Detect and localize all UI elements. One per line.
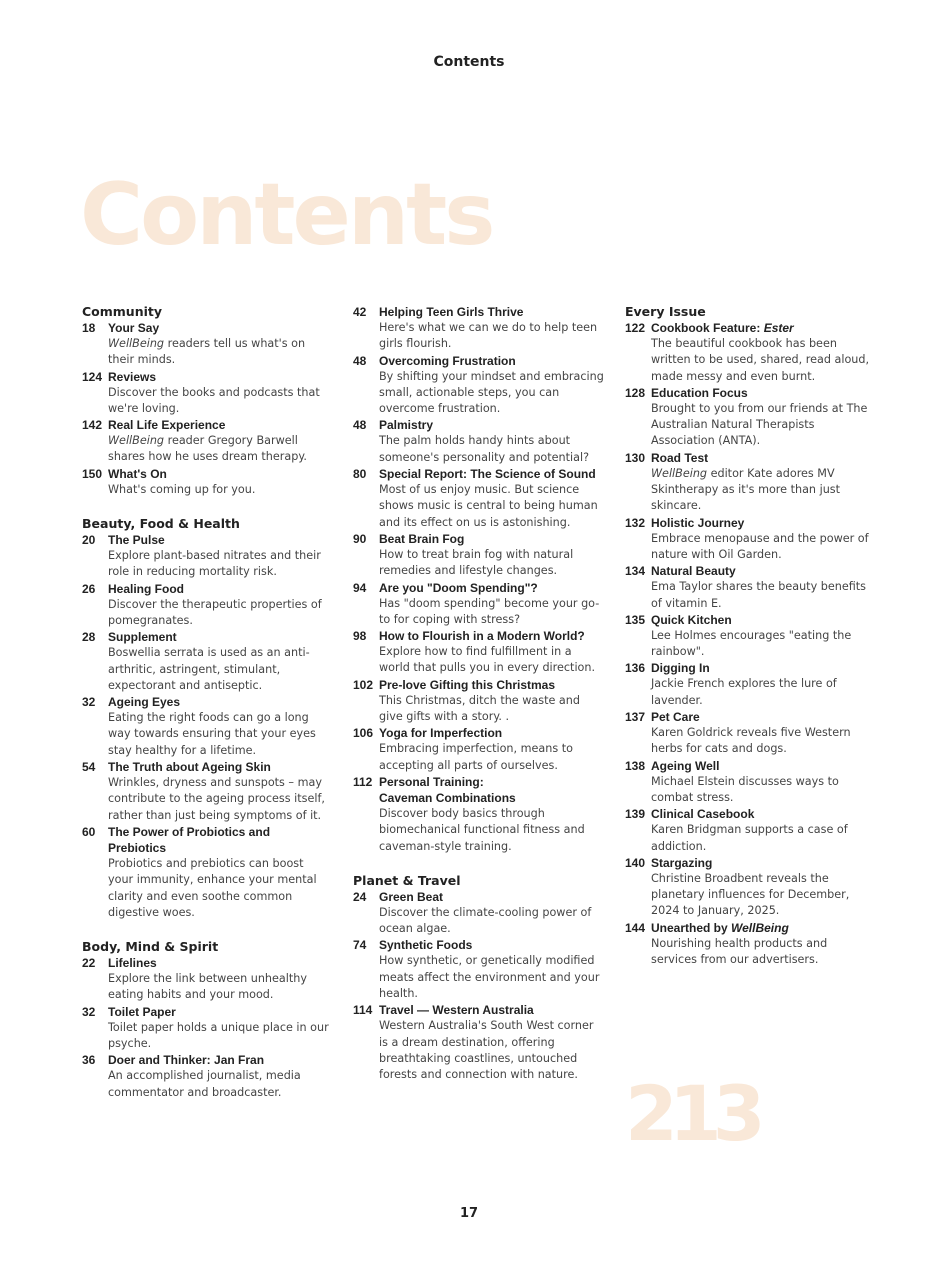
entry-title [108, 1052, 332, 1068]
entry-description [108, 482, 332, 498]
entry-title [379, 417, 605, 433]
entry-title [651, 855, 875, 871]
entry-title-text: Education Focus [651, 385, 748, 400]
entry-title-text: Unearthed by [651, 920, 732, 935]
entry-title-italic: Ester [763, 321, 794, 335]
contents-entry[interactable] [353, 417, 605, 466]
contents-entry[interactable] [625, 612, 875, 661]
entry-description-italic: WellBeing [108, 337, 165, 350]
entry-description-text: editor Kate adores MV Skintherapy as it's more than just skincare. [651, 466, 840, 513]
entry-description [108, 433, 332, 466]
contents-entry[interactable] [625, 709, 875, 758]
entry-description [379, 644, 605, 677]
entry-title-text: Your Say [108, 321, 160, 335]
entry-page-number: 135 [625, 612, 646, 627]
entry-description [108, 597, 332, 630]
entry-title [651, 385, 875, 401]
entry-description [651, 336, 875, 385]
contents-entry[interactable] [625, 320, 875, 385]
entry-description [651, 936, 875, 969]
entry-title-text: Stargazing [651, 855, 713, 870]
entry-body [108, 417, 332, 466]
entry-title-text: Healing Food [108, 581, 184, 596]
entry-description [651, 676, 875, 709]
entry-description-text: Embracing imperfection, means to accepting all parts of ourselves. [379, 742, 573, 772]
entry-title [651, 806, 875, 822]
contents-entry[interactable] [82, 955, 332, 1004]
entry-title [379, 628, 605, 644]
entry-title [108, 1004, 332, 1020]
entry-description-text: Toilet paper holds a unique place in our psyche. [108, 1020, 329, 1051]
contents-entry[interactable] [82, 466, 332, 498]
entry-description-text: How to treat brain fog with natural remedies and lifestyle changes. [379, 547, 574, 578]
entry-description-text: Michael Elstein discusses ways to combat stress. [651, 774, 839, 804]
entry-body [651, 563, 875, 612]
entry-page-number: 28 [82, 630, 96, 645]
entry-title-text: Reviews [108, 369, 157, 384]
entry-title [379, 353, 605, 369]
entry-page-number: 130 [625, 450, 646, 465]
entry-title [108, 369, 332, 385]
entry-page-number: 140 [625, 855, 646, 870]
entry-page-number: 48 [353, 418, 367, 433]
entry-description [379, 905, 605, 938]
entry-description-text: Eating the right foods can go a long way towards ensuring that your eyes stay healthy for a lifetime. [108, 711, 316, 757]
entry-title [379, 725, 605, 741]
entry-body [379, 417, 605, 466]
entry-body [651, 806, 875, 855]
contents-column-3 [625, 304, 875, 986]
entry-description [108, 856, 332, 921]
entry-body [108, 1052, 332, 1101]
entry-description-text: Karen Bridgman supports a case of addiction. [651, 823, 848, 853]
entry-body [379, 580, 605, 629]
entry-title-text: Cookbook Feature: [651, 321, 764, 335]
entry-title-text: Supplement [108, 630, 177, 645]
entry-page-number: 22 [82, 956, 96, 971]
entry-description [108, 1068, 332, 1101]
entry-body [379, 353, 605, 418]
entry-page-number: 138 [625, 758, 646, 773]
contents-entry[interactable] [82, 629, 332, 694]
entry-title [108, 581, 332, 597]
entry-title [651, 320, 875, 336]
entry-description-text: Explore the link between unhealthy eating habits and your mood. [108, 972, 307, 1002]
entry-title-text: Digging In [651, 661, 710, 676]
entry-title-text: Real Life Experience [108, 418, 226, 433]
entry-title-text: Synthetic Foods [379, 938, 473, 953]
entry-title-text: Natural Beauty [651, 564, 736, 579]
entry-body [379, 677, 605, 726]
entry-title-text: Are you "Doom Spending"? [379, 580, 538, 595]
contents-section [82, 304, 332, 498]
entry-title-text: Beat Brain Fog [379, 531, 465, 546]
entry-title-text: Toilet Paper [108, 1004, 176, 1019]
contents-entry[interactable] [82, 824, 332, 921]
entry-page-number: 128 [625, 385, 646, 400]
entry-page-number: 150 [82, 466, 103, 481]
entry-body [108, 466, 332, 498]
entry-title-text: The Truth about Ageing Skin [108, 760, 271, 775]
entry-description [651, 628, 875, 661]
entry-description [108, 336, 332, 369]
contents-entry[interactable] [82, 320, 332, 369]
entry-title-text: The Power of Probiotics and [108, 824, 271, 839]
entry-title-text: Holistic Journey [651, 515, 745, 530]
entry-body [108, 694, 332, 759]
entry-title [108, 629, 332, 645]
entry-title [108, 417, 332, 433]
entry-title [379, 304, 605, 320]
entry-body [379, 466, 605, 531]
entry-description-text: Karen Goldrick reveals five Western herbs for cats and dogs. [651, 726, 851, 756]
entry-description-text: Discover the climate-cooling power of ocean algae. [379, 905, 592, 936]
entry-body [651, 855, 875, 920]
entry-description [379, 1018, 605, 1083]
page-number: 17 [459, 1206, 479, 1221]
entry-body [108, 369, 332, 418]
contents-entry[interactable] [353, 628, 605, 677]
entry-body [379, 774, 605, 855]
entry-description-text: The palm holds handy hints about someone's personality and potential? [379, 434, 590, 464]
entry-page-number: 18 [82, 321, 96, 335]
entry-title [379, 677, 605, 693]
entry-description [379, 596, 605, 629]
entry-description-text: Western Australia's South West corner is a dream destination, offering breathtaking coastlines, untouched forests and connection with nature. [379, 1019, 594, 1082]
entry-description-text: Nourishing health products and services from our advertisers. [651, 936, 828, 967]
entry-page-number: 124 [82, 369, 103, 384]
entry-title-text: Ageing Eyes [108, 695, 181, 710]
entry-page-number: 122 [625, 321, 646, 335]
contents-entry[interactable] [82, 694, 332, 759]
entry-page-number: 106 [353, 726, 374, 741]
contents-column-1 [82, 304, 332, 1119]
entry-body [108, 532, 332, 581]
entry-body [651, 450, 875, 515]
entry-description-text: Ema Taylor shares the beauty benefits of vitamin E. [651, 580, 866, 610]
entry-body [108, 955, 332, 1004]
entry-description [379, 806, 605, 855]
entry-body [651, 920, 875, 969]
entry-body [651, 385, 875, 450]
entry-title-text: Green Beat [379, 889, 444, 904]
entry-title [651, 515, 875, 531]
contents-entry[interactable] [82, 417, 332, 466]
entry-title [379, 889, 605, 905]
entry-title-text: Yoga for Imperfection [379, 726, 503, 741]
contents-entry[interactable] [625, 450, 875, 515]
contents-entry[interactable] [625, 385, 875, 450]
entry-title-text: Ageing Well [651, 758, 720, 773]
page-title: Contents [80, 165, 493, 265]
entry-title-text: The Pulse [108, 533, 165, 548]
entry-description [651, 871, 875, 920]
entry-page-number: 26 [82, 581, 96, 596]
entry-title [379, 937, 605, 953]
entry-description-text: Probiotics and prebiotics can boost your immunity, enhance your mental clarity and even soothe common digestive woes. [108, 856, 317, 919]
entry-page-number: 144 [625, 920, 646, 935]
entry-page-number: 136 [625, 661, 646, 676]
entry-description [651, 774, 875, 807]
entry-page-number: 74 [353, 938, 367, 953]
issue-number: 213 [625, 1069, 757, 1158]
contents-entry[interactable] [625, 855, 875, 920]
entry-title [108, 759, 332, 775]
entry-title [108, 694, 332, 710]
contents-entry[interactable] [353, 304, 605, 353]
entry-page-number: 134 [625, 564, 646, 579]
section-title: Body, Mind & Spirit [82, 939, 219, 955]
entry-title [651, 758, 875, 774]
entry-title-text: Pet Care [651, 710, 700, 725]
entry-body [108, 759, 332, 824]
contents-entry[interactable] [625, 515, 875, 564]
entry-body [108, 1004, 332, 1053]
contents-entry[interactable] [82, 1052, 332, 1101]
running-header-title: Contents [433, 54, 505, 70]
entry-title-text: What's On [108, 466, 167, 481]
entry-description [379, 320, 605, 353]
entry-body [379, 304, 605, 353]
entry-description-text: Lee Holmes encourages "eating the rainbow". [651, 628, 852, 659]
contents-entry[interactable] [82, 532, 332, 581]
entry-page-number: 60 [82, 824, 96, 839]
entry-description [651, 822, 875, 855]
contents-entry[interactable] [353, 580, 605, 629]
contents-entry[interactable] [353, 677, 605, 726]
entry-description-text: How synthetic, or genetically modified meats affect the environment and your health. [379, 954, 600, 1001]
entry-page-number: 20 [82, 533, 96, 548]
entry-page-number: 32 [82, 1004, 96, 1019]
entry-body [651, 320, 875, 385]
entry-description [651, 725, 875, 758]
entry-title-text: Travel — Western Australia [379, 1003, 534, 1018]
entry-body [379, 937, 605, 1002]
entry-body [108, 824, 332, 921]
contents-entry[interactable] [82, 581, 332, 630]
contents-section [625, 304, 875, 968]
entry-title-text: How to Flourish in a Modern World? [379, 629, 585, 644]
entry-description-text: Explore plant-based nitrates and their role in reducing mortality risk. [108, 549, 321, 579]
entry-title-text: Quick Kitchen [651, 612, 732, 627]
entry-page-number: 112 [353, 774, 373, 789]
entry-body [108, 320, 332, 369]
entry-description-italic: WellBeing [651, 466, 708, 480]
entry-description [651, 401, 875, 450]
entry-body [651, 515, 875, 564]
contents-entry[interactable] [625, 660, 875, 709]
entry-title-text: Clinical Casebook [651, 807, 755, 822]
entry-title [651, 612, 875, 628]
entry-description-text: Explore how to find fulfillment in a world that pulls you in every direction. [379, 645, 596, 675]
entry-description-text: This Christmas, ditch the waste and give gifts with a story. . [379, 693, 580, 724]
section-title: Planet & Travel [353, 872, 461, 888]
entry-page-number: 137 [625, 710, 646, 725]
entry-page-number: 90 [353, 531, 367, 546]
entry-description-text: Discover the therapeutic properties of pomegranates. [108, 597, 322, 627]
entry-page-number: 24 [353, 889, 367, 904]
section-title: Community [82, 304, 163, 319]
entry-description [651, 531, 875, 564]
entry-description-text: Jackie French explores the lure of lavender. [651, 677, 837, 707]
entry-page-number: 142 [82, 418, 103, 433]
entry-body [379, 531, 605, 580]
entry-page-number: 139 [625, 807, 646, 822]
entry-page-number: 132 [625, 515, 646, 530]
entry-description [379, 369, 605, 418]
entry-description-text: By shifting your mindset and embracing small, actionable steps, you can overcome frustration. [379, 369, 604, 416]
entry-body [651, 660, 875, 709]
entry-title [108, 955, 332, 971]
contents-entry[interactable] [353, 353, 605, 418]
entry-description [379, 693, 605, 726]
contents-entry[interactable] [625, 806, 875, 855]
section-title: Every Issue [625, 304, 706, 319]
entry-description [108, 548, 332, 581]
contents-entry[interactable] [353, 774, 605, 855]
entry-description [108, 645, 332, 694]
entry-page-number: 32 [82, 695, 96, 710]
contents-entry[interactable] [82, 369, 332, 418]
entry-body [651, 612, 875, 661]
entry-body [379, 889, 605, 938]
entry-title-text: Personal Training: [379, 774, 484, 789]
entry-description-text: Brought to you from our friends at The Australian Natural Therapists Association (ANTA). [651, 401, 868, 448]
entry-body [379, 1002, 605, 1083]
contents-entry[interactable] [353, 725, 605, 774]
contents-entry[interactable] [353, 1002, 605, 1083]
entry-title-text: Overcoming Frustration [379, 353, 516, 368]
entry-title [379, 466, 605, 482]
entry-description-text: What's coming up for you. [108, 482, 256, 496]
entry-title-text: Lifelines [108, 956, 157, 971]
entry-description [651, 579, 875, 612]
contents-entry[interactable] [82, 1004, 332, 1053]
entry-description-text: Discover the books and podcasts that we're loving. [108, 385, 320, 415]
entry-description [379, 547, 605, 580]
contents-entry[interactable] [353, 531, 605, 580]
entry-description [379, 433, 605, 466]
entry-title [108, 532, 332, 548]
entry-title-italic: WellBeing [731, 920, 789, 935]
entry-page-number: 94 [353, 580, 367, 595]
entry-body [379, 628, 605, 677]
entry-title-line2: Caveman Combinations [379, 790, 516, 805]
entry-title [651, 660, 875, 676]
entry-description-text: Most of us enjoy music. But science shows music is central to being human and its effect on us is astonishing. [379, 483, 598, 529]
entry-body [651, 709, 875, 758]
contents-column-2 [353, 304, 605, 1102]
entry-title [108, 824, 332, 856]
entry-page-number: 102 [353, 677, 374, 692]
entry-title [379, 774, 605, 806]
entry-body [108, 629, 332, 694]
entry-description-italic: WellBeing [108, 434, 165, 448]
entry-title-text: Palmistry [379, 418, 434, 433]
entry-page-number: 54 [82, 760, 96, 775]
entry-description-text: The beautiful cookbook has been written to be used, shared, read aloud, made messy and even burnt. [651, 337, 870, 383]
contents-entry[interactable] [625, 920, 875, 969]
entry-title [108, 466, 332, 482]
entry-description-text: reader Gregory Barwell shares how he uses dream therapy. [108, 434, 307, 464]
entry-description-text: Boswellia serrata is used as an anti-arthritic, astringent, stimulant, expectorant and antiseptic. [108, 646, 310, 692]
entry-page-number: 114 [353, 1003, 373, 1018]
entry-description-text: Has "doom spending" become your go-to for coping with stress? [379, 596, 600, 626]
contents-entry[interactable] [353, 937, 605, 1002]
entry-title-text: Road Test [651, 450, 709, 465]
entry-description-text: Wrinkles, dryness and sunspots – may contribute to the ageing process itself, rather than just being symptoms of it. [108, 776, 325, 822]
entry-page-number: 98 [353, 629, 367, 644]
entry-description [108, 775, 332, 824]
entry-description [651, 466, 875, 515]
entry-title [379, 580, 605, 596]
entry-title [651, 563, 875, 579]
entry-page-number: 42 [353, 305, 367, 319]
contents-entry[interactable] [353, 466, 605, 531]
entry-title-line2: Prebiotics [108, 840, 167, 855]
entry-title-text: Doer and Thinker: Jan Fran [108, 1053, 265, 1068]
contents-section [353, 873, 605, 1084]
contents-entry[interactable] [625, 563, 875, 612]
entry-title [108, 320, 332, 336]
contents-section [82, 516, 332, 921]
entry-title-text: Pre-love Gifting this Christmas [379, 677, 556, 692]
entry-description-text: An accomplished journalist, media commentator and broadcaster. [108, 1069, 301, 1099]
contents-section [82, 939, 332, 1101]
entry-body [108, 581, 332, 630]
entry-page-number: 80 [353, 467, 367, 482]
entry-description [108, 971, 332, 1004]
entry-title [379, 531, 605, 547]
contents-entry[interactable] [625, 758, 875, 807]
entry-description [108, 385, 332, 418]
contents-entry[interactable] [82, 759, 332, 824]
entry-description-text: Here's what we can we do to help teen girls flourish. [379, 321, 598, 351]
section-title: Beauty, Food & Health [82, 516, 240, 532]
entry-description [108, 710, 332, 759]
entry-body [651, 758, 875, 807]
entry-title-text: Special Report: The Science of Sound [379, 467, 596, 482]
entry-title [379, 1002, 605, 1018]
entry-description-text: readers tell us what's on their minds. [108, 337, 306, 367]
entry-description-text: Discover body basics through biomechanical functional fitness and caveman-style training. [379, 806, 585, 853]
contents-entry[interactable] [353, 889, 605, 938]
entry-page-number: 36 [82, 1053, 96, 1068]
entry-title [651, 709, 875, 725]
entry-description [379, 482, 605, 531]
entry-description-text: Embrace menopause and the power of nature with Oil Garden. [651, 531, 869, 561]
entry-description [108, 1020, 332, 1053]
entry-description [379, 953, 605, 1002]
entry-body [379, 725, 605, 774]
entry-description-text: Christine Broadbent reveals the planetary influences for December, 2024 to January, 2025. [651, 871, 850, 918]
entry-title [651, 450, 875, 466]
contents-section [353, 304, 605, 855]
entry-title-text: Helping Teen Girls Thrive [379, 305, 524, 319]
entry-page-number: 48 [353, 353, 367, 368]
entry-description [379, 741, 605, 774]
entry-title [651, 920, 875, 936]
